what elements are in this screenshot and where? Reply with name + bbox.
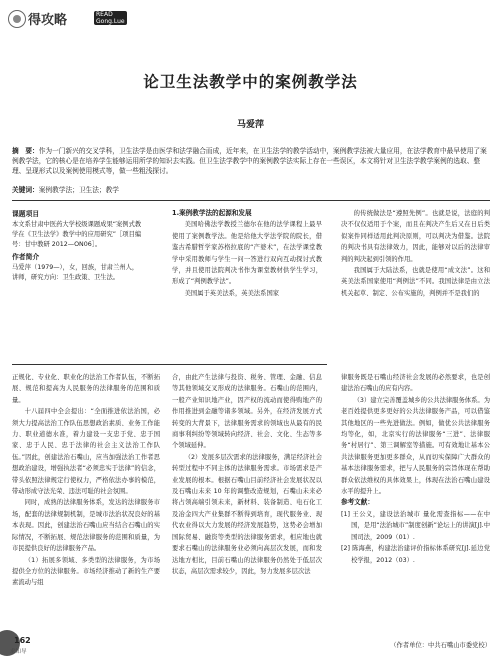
divider <box>12 200 490 201</box>
column-top-right <box>341 208 490 299</box>
paragraph: 美国哈佛法学教授兰德尔在他的法学课程上最早使用了案例教学法。他是给他大学法学院的院长，借鉴古希腊哲学家苏格拉底的“产婆术”，在法学课堂教学中采用教师与学生一问一答进行双向互动探讨式教学，并且使用法院判决书作为课堂教材供学生学习，形成了“判例教学法”。 <box>172 221 322 286</box>
logo-text: 得攻略 <box>28 13 68 28</box>
paragraph: 合，由此产生法律与投资、税务、管理、金融、信息等其他领域交叉形成的法律服务。石嘴山的范围内，一般产业知识地产业，因产权的流动而使得购地产的作用推进到金融等诸多领域。另外，在经济发展方式转变的大背景下，法律服务需求的领域也从最有的民商事利纠纷等领域转向经济、社会、文化、生态等多个领域延伸。 <box>172 374 322 450</box>
keywords-label: 关键词： <box>12 186 39 194</box>
paragraph: （3）建立完善覆盖城乡的公共法律服务体系。为老百姓提供更多更好的公共法律服务产品，可以借鉴其他地区的一些先进做法。例如，做优公共法律服务均等化，如，北京实行的法律服务“三进”、法律服务“村居行”、第三调解室等措施。可有效地让基本公共法律服务更加更多群众，从而切实保障广大群众的基本法律服务需求，把与人民服务的宗旨体现在帮助群众依法维权的具体效果上，体现在法治石嘴山建设水平的提升上。 <box>341 396 490 496</box>
paragraph: （1）拓展多领域、多类型的法律服务，为市场提供全方位的法律服务。市场经济推动了新的生产要素流动与组 <box>12 556 160 587</box>
paragraph: 同时，成熟的法律服务体系，发达的法律服务市场，配套的法律规制机制，是城市法治状况良好的基本表现。因此，创建法治石嘴山应当结合石嘴山的实际情况，不断拓展、规范法律服务的范围和质量，为市民提供良好的法律服务产品。 <box>12 499 160 553</box>
divider <box>12 364 327 365</box>
sidebar-notes <box>12 207 142 283</box>
article-author: 马爱萍 <box>236 120 264 130</box>
page-footer <box>0 620 40 660</box>
author-bio-text: 马爱萍（1979—），女，回族，甘肃兰州人，讲师，研究方向：卫生政策、卫生法。 <box>12 264 139 281</box>
paragraph: [2] 陈海燕，构建法治建评价指标体系研究[J].延边党校学报，2012（03）. <box>341 545 490 564</box>
keywords <box>12 184 490 194</box>
paragraph: （2）发展多层次需求的法律服务，满足经济社会转型过程中不同主体的法律服务需求。市场需求是产业发展的根本。根据石嘴山目前经济社会发展状况以及石嘴山未来 10 年的调整改造规划，石嘴山未来必将占领高端引领未来，新材料、装备制造、电石化工及冶金四大产业集群不断得到培育，现代服务业、现代农业得以大力发展的经济发展趋势，这势必会增加国际贸易、融资等类型的法律服务需求，相应地也就要求石嘴山的法律服务业必须向高层次发展，而和发达地方相比，目前石嘴山的法律服务仍然处于低层次状态，高层次需求较少，因此，努力发展多层次法 <box>172 453 322 575</box>
column-3 <box>341 372 490 566</box>
author-affiliation: （作者单位：中共石嘴山市委党校） <box>390 642 491 649</box>
journal-header <box>0 0 501 34</box>
paragraph: [1] 王公义，建设法治城市 量化需查指标——在中国，是用“法治城市”制度创新”论坛上的讲演[J].中国司法，2009（01）. <box>341 510 490 541</box>
logo-badge: READ Gong.Lue <box>96 11 125 25</box>
abstract <box>12 146 490 176</box>
footer-label: 求知导 <box>10 649 27 655</box>
logo-icon <box>8 10 26 28</box>
article-title: 论卫生法教学中的案例教学法 <box>143 73 358 91</box>
paragraph: 正规化、专业化、职业化的法治工作者队伍，不断拓展、规范和提高为人民服务的法律服务的范围和质量。 <box>12 374 160 404</box>
page-number: 162 <box>14 636 31 645</box>
project-text: 本文系甘肃中医药大学校级课题成果“案例式教学在《卫生法学》教学中的应用研究”［项目编号：甘中教研 2012—ON06］。 <box>12 221 142 248</box>
abstract-label: 摘 要： <box>12 147 39 155</box>
paragraph: 律服务既是石嘴山经济社会发展的必然要求，也是创建法治石嘴山的应有内容。 <box>341 374 490 393</box>
author-bio-title: 作者简介 <box>12 253 40 261</box>
paragraph: 十八届四中全会提出：“全面推进依法治国，必须大力提高法治工作队伍思想政治素质、业务工作能力、职业道德水准，着力建设一支忠于党、忠于国家、忠于人民、忠于法律的社会主义法治工作队伍。”因此，创建法治石嘴山，应当加强法治工作者思想政治建设，增强执法者“必须忠实于法律”的信念，带头依照法律规定行使权力，严格依法办事的模范，带动形成守法光荣、违法可耻的社会氛围。 <box>12 408 160 496</box>
column-1 <box>12 372 160 589</box>
section-heading: 1.案例教学法的起源和发展 <box>172 209 252 217</box>
project-title: 课题项目 <box>12 210 40 218</box>
paragraph: 我国属于大陆法系，也就是使用“成文法”。这和英美法系国家使用“判例法”不同。我国法律是由立法机关起草、制定、公布实施的，判例并不是我们的 <box>341 267 490 297</box>
keywords-text: 案例教学法；卫生法；教学 <box>38 186 119 194</box>
paragraph: 美国属于英美法系，英美法系国家 <box>184 289 280 297</box>
column-2 <box>172 372 322 577</box>
abstract-text: 作为一门新兴的交叉学科，卫生法学是由医学和法学融合而成，近年来，在卫生法学的教学活动中，案例教学法被大量应用，在法学教育中最早使用了案例教学法，它的核心是在培养学生能够运用所学的知识去实践。但卫生法学教学中的案例教学法实际上存在一些误区，本文将针对卫生法学教学案例的选取、整理、呈现形式以及案例使用模式等，做一些粗浅探讨。 <box>12 147 487 175</box>
paragraph: 的传统做法是“遵照先例”。也就是说，法庭的判决不仅仅适用于个案，而且在判决产生后又在日后类似案件同样适用此判决原则，可以判决为借鉴。法院的判决书具有法律效力，因此，能够对以后的法律审判的判决起到引领的作用。 <box>341 210 490 263</box>
section-heading: 参考文献： <box>341 498 374 507</box>
column-top-middle <box>172 208 322 299</box>
